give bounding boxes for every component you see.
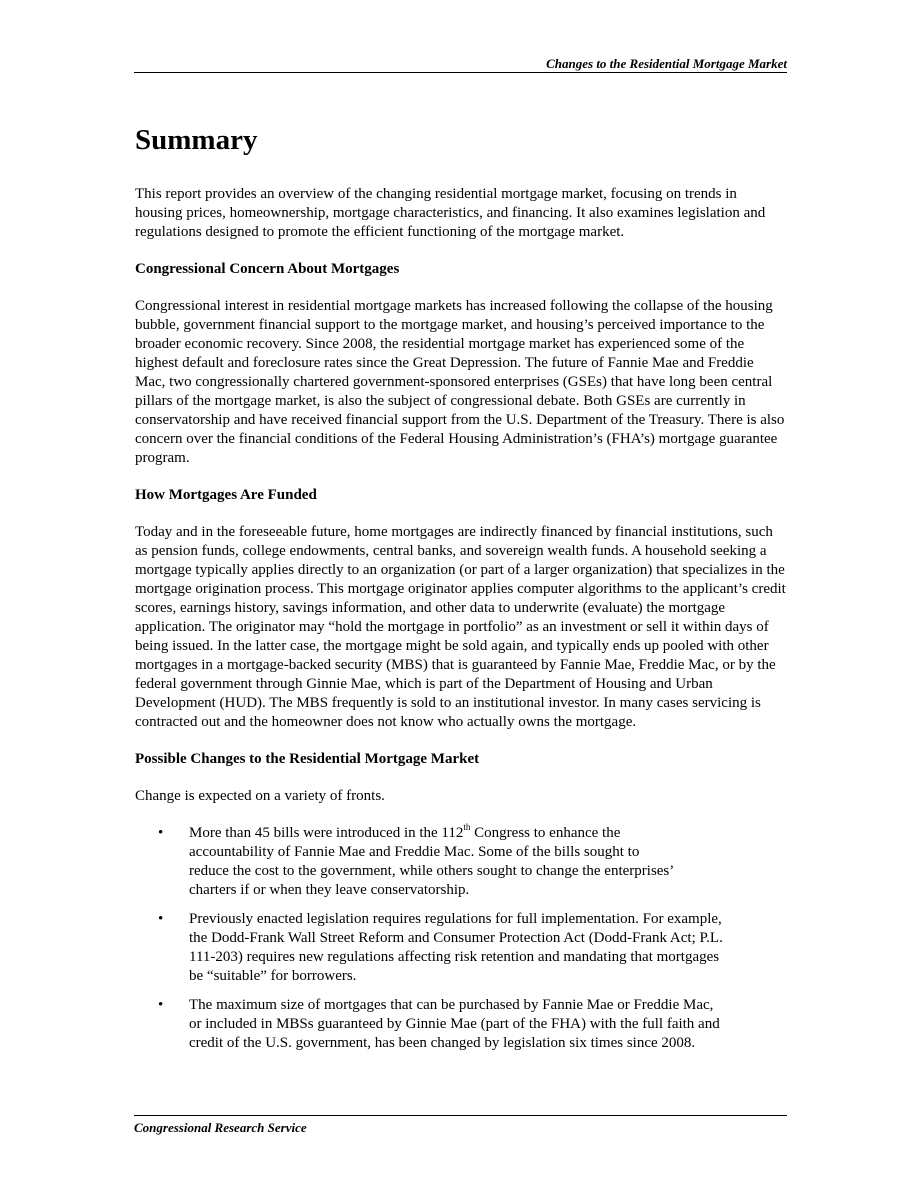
page-content [135,120,787,1063]
bullet-marker: • [158,825,164,841]
section-heading-how-funded: How Mortgages Are Funded [135,487,317,503]
intro-paragraph: This report provides an overview of the changing residential mortgage market, focusing on trends in housing prices, homeownership, mortgage characteristics, and financing. It also examines legislation and regulations designed to promote the efficient functioning of the mortgage market. [135,186,766,240]
bullet-text: The maximum size of mortgages that can be purchased by Fannie Mae or Freddie Mac, or included in MBSs guaranteed by Ginnie Mae (part of the FHA) with the full faith and credit of the U.S. government, has been changed by legislation six times since 2008. [189,997,720,1051]
footer-source: Congressional Research Service [134,1120,307,1135]
list-item [135,824,681,900]
running-header: Changes to the Residential Mortgage Market [546,56,787,71]
section-text-possible-changes: Change is expected on a variety of fronts. [135,788,385,804]
changes-bullet-list [135,824,787,1053]
list-item [135,996,729,1053]
section-text-congressional-concern: Congressional interest in residential mortgage markets has increased following the collapse of the housing bubble, government financial support to the mortgage market, and housing’s perceived importance to the broader economic recovery. Since 2008, the residential mortgage market has experienced some of the highest default and foreclosure rates since the Great Depression. The future of Fannie Mae and Freddie Mac, two congressionally chartered government-sponsored enterprises (GSEs) that have long been central pillars of the mortgage market, is also the subject of congressional debate. Both GSEs are currently in conservatorship and have received financial support from the U.S. Department of the Treasury. There is also concern over the financial conditions of the Federal Housing Administration’s (FHA’s) mortgage guarantee program. [135,298,785,466]
page-title: Summary [135,124,258,156]
bullet-text-part: Congress to enhance the accountability of Fannie Mae and Freddie Mac. Some of the bills sought to reduce the cost to the government, while others sought to change the enterprises’ charters if or when they leave conservatorship. [189,825,674,898]
list-item [135,910,729,986]
bullet-text: Previously enacted legislation requires regulations for full implementation. For example, the Dodd-Frank Wall Street Reform and Consumer Protection Act (Dodd-Frank Act; P.L. 111-203) requires new regulations affecting risk retention and mandating that mortgages be “suitable” for borrowers. [189,911,723,984]
section-text-how-funded: Today and in the foreseeable future, home mortgages are indirectly financed by financial institutions, such as pension funds, college endowments, central banks, and sovereign wealth funds. A household seeking a mortgage typically applies directly to an organization (or part of a larger organization) that specializes in the mortgage origination process. This mortgage originator applies computer algorithms to the applicant’s credit scores, earnings history, savings information, and other data to underwrite (evaluate) the mortgage application. The originator may “hold the mortgage in portfolio” as an investment or sell it within days of being issued. In the latter case, the mortgage might be sold again, and typically ends up pooled with other mortgages in a mortgage-backed security (MBS) that is guaranteed by Fannie Mae, Freddie Mac, or by the federal government through Ginnie Mae, which is part of the Department of Housing and Urban Development (HUD). The MBS frequently is sold to an institutional investor. In many cases servicing is contracted out and the homeowner does not know who actually owns the mortgage. [135,524,786,730]
section-heading-possible-changes: Possible Changes to the Residential Mortgage Market [135,751,480,767]
header-rule [134,72,787,73]
bullet-marker: • [158,997,164,1013]
section-heading-congressional-concern: Congressional Concern About Mortgages [135,261,400,277]
bullet-marker: • [158,911,164,927]
superscript-ordinal: th [463,822,471,832]
footer-rule [134,1115,787,1116]
bullet-text-part: More than 45 bills were introduced in the 112 [189,825,464,841]
